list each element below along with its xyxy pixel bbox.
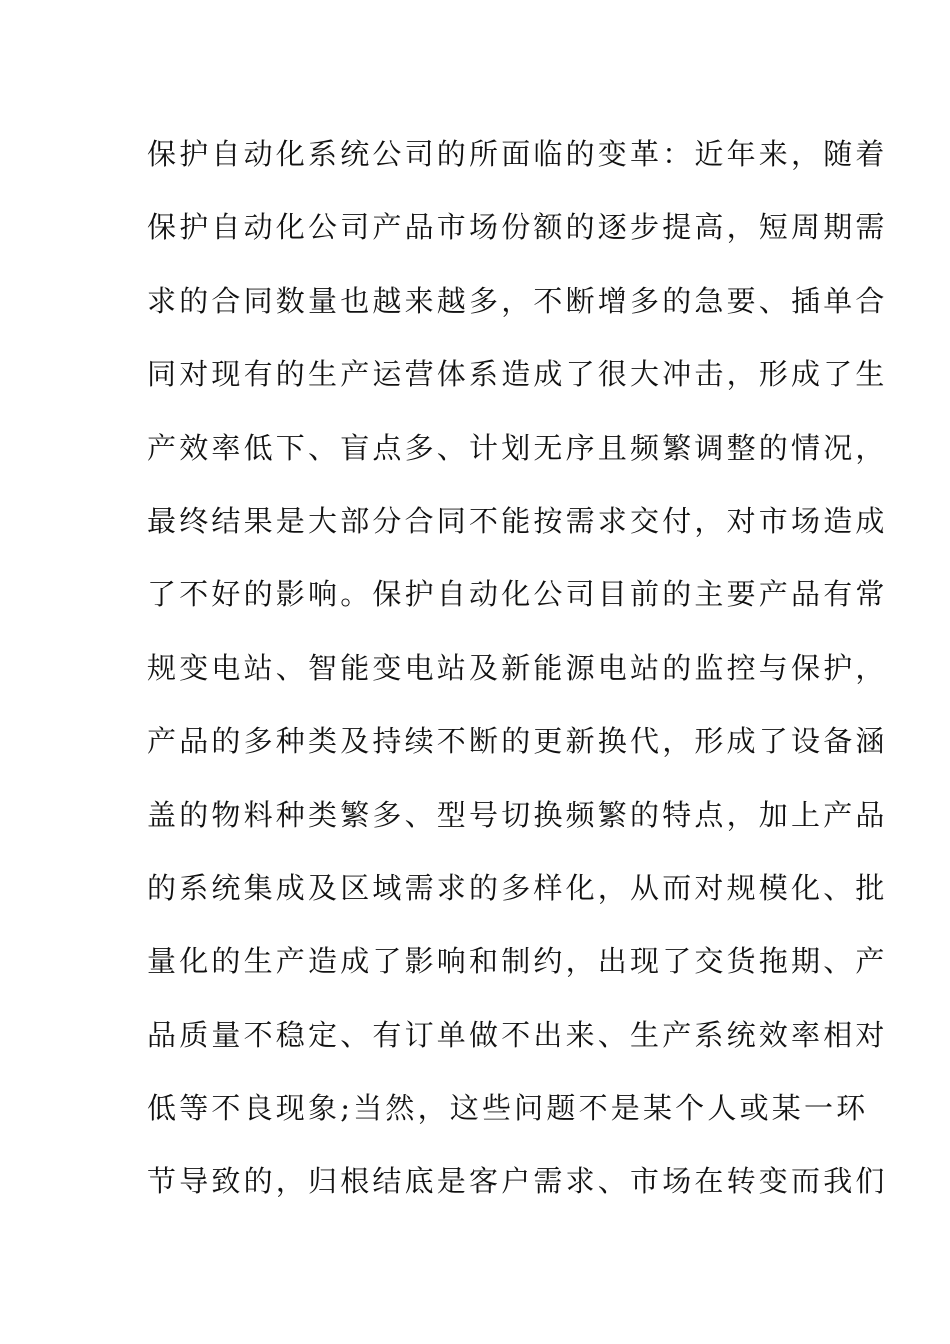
text-line: 节导致的，归根结底是客户需求、市场在转变而我们: [147, 1164, 888, 1199]
text-line: 的系统集成及区域需求的多样化，从而对规模化、批: [147, 870, 888, 905]
text-line: 最终结果是大部分合同不能按需求交付，对市场造成: [147, 503, 888, 538]
text-line: 求的合同数量也越来越多，不断增多的急要、插单合: [147, 283, 888, 318]
text-line: 保护自动化公司产品市场份额的逐步提高，短周期需: [147, 210, 888, 245]
text-line: 品质量不稳定、有订单做不出来、生产系统效率相对: [147, 1017, 888, 1052]
body-paragraph: [147, 127, 888, 1228]
text-line: 产效率低下、盲点多、计划无序且频繁调整的情况，: [147, 430, 888, 465]
text-line: 产品的多种类及持续不断的更新换代，形成了设备涵: [147, 724, 888, 759]
text-line: 规变电站、智能变电站及新能源电站的监控与保护，: [147, 650, 888, 685]
text-line: 保护自动化系统公司的所面临的变革：近年来，随着: [147, 137, 888, 171]
text-line: 同对现有的生产运营体系造成了很大冲击，形成了生: [147, 357, 888, 392]
text-line: 盖的物料种类繁多、型号切换频繁的特点，加上产品: [147, 797, 888, 832]
text-line: 量化的生产造成了影响和制约，出现了交货拖期、产: [147, 944, 888, 979]
text-line: 了不好的影响。保护自动化公司目前的主要产品有常: [147, 577, 888, 612]
text-line: 低等不良现象;当然，这些问题不是某个人或某一环: [147, 1091, 869, 1126]
